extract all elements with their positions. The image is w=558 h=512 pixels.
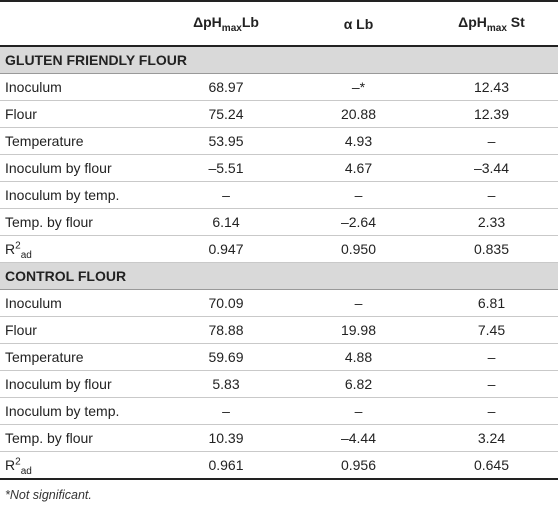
value-alpha-lb: 0.950	[292, 236, 425, 263]
value-alpha-lb: –	[292, 182, 425, 209]
row-label-r2: $R^2_{ad}$	[0, 452, 160, 480]
table-row	[0, 398, 558, 425]
value-dph-lb: 6.14	[160, 209, 292, 236]
value-alpha-lb: –	[292, 290, 425, 317]
value-alpha-lb: 19.98	[292, 317, 425, 344]
value-dph-st: –3.44	[425, 155, 558, 182]
value-dph-lb: 10.39	[160, 425, 292, 452]
section-header	[0, 263, 558, 290]
value-alpha-lb: 4.93	[292, 128, 425, 155]
row-label: Inoculum by temp.	[0, 182, 160, 209]
header-dph-lb: ΔpH$_{max}$Lb	[160, 1, 292, 46]
row-label: Temp. by flour	[0, 209, 160, 236]
table-body	[0, 46, 558, 479]
table-row	[0, 290, 558, 317]
value-dph-lb: 78.88	[160, 317, 292, 344]
row-label: Flour	[0, 317, 160, 344]
row-label: Inoculum	[0, 290, 160, 317]
value-dph-st: 3.24	[425, 425, 558, 452]
value-dph-lb: 70.09	[160, 290, 292, 317]
row-label-r2: $R^2_{ad}$	[0, 236, 160, 263]
header-empty	[0, 1, 160, 46]
value-alpha-lb: 6.82	[292, 371, 425, 398]
footnote: *Not significant.	[5, 488, 92, 502]
value-dph-lb: 68.97	[160, 74, 292, 101]
value-dph-lb: 0.947	[160, 236, 292, 263]
table-row	[0, 317, 558, 344]
value-dph-st: –	[425, 128, 558, 155]
table-row	[0, 128, 558, 155]
section-title: GLUTEN FRIENDLY FLOUR	[0, 46, 558, 74]
value-dph-st: 7.45	[425, 317, 558, 344]
table-row	[0, 344, 558, 371]
value-dph-lb: 0.961	[160, 452, 292, 480]
table-row	[0, 209, 558, 236]
value-dph-lb: 75.24	[160, 101, 292, 128]
row-label: Flour	[0, 101, 160, 128]
value-alpha-lb: 4.67	[292, 155, 425, 182]
value-dph-lb: 59.69	[160, 344, 292, 371]
value-alpha-lb: 4.88	[292, 344, 425, 371]
value-dph-st: 6.81	[425, 290, 558, 317]
table-row	[0, 425, 558, 452]
row-label: Inoculum by flour	[0, 155, 160, 182]
header-dph-st: ΔpH$_{max}$ St	[425, 1, 558, 46]
value-alpha-lb: –*	[292, 74, 425, 101]
row-label: Inoculum	[0, 74, 160, 101]
table-row-r2	[0, 452, 558, 480]
table-row	[0, 101, 558, 128]
row-label: Temperature	[0, 344, 160, 371]
table-row	[0, 182, 558, 209]
value-dph-st: –	[425, 371, 558, 398]
value-alpha-lb: –4.44	[292, 425, 425, 452]
value-alpha-lb: 20.88	[292, 101, 425, 128]
table-row	[0, 371, 558, 398]
value-dph-lb: 5.83	[160, 371, 292, 398]
value-dph-lb: 53.95	[160, 128, 292, 155]
section-header	[0, 46, 558, 74]
value-alpha-lb: –	[292, 398, 425, 425]
section-title: CONTROL FLOUR	[0, 263, 558, 290]
value-alpha-lb: –2.64	[292, 209, 425, 236]
table-row	[0, 155, 558, 182]
value-dph-lb: –	[160, 398, 292, 425]
value-dph-st: 0.645	[425, 452, 558, 480]
row-label: Inoculum by flour	[0, 371, 160, 398]
table-row-r2	[0, 236, 558, 263]
value-alpha-lb: 0.956	[292, 452, 425, 480]
value-dph-st: 12.39	[425, 101, 558, 128]
row-label: Temperature	[0, 128, 160, 155]
row-label: Inoculum by temp.	[0, 398, 160, 425]
table-row	[0, 74, 558, 101]
value-dph-st: 0.835	[425, 236, 558, 263]
row-label: Temp. by flour	[0, 425, 160, 452]
header-alpha-lb: α Lb	[292, 1, 425, 46]
value-dph-lb: –	[160, 182, 292, 209]
value-dph-st: –	[425, 398, 558, 425]
table-header	[0, 1, 558, 46]
value-dph-st: –	[425, 344, 558, 371]
value-dph-lb: –5.51	[160, 155, 292, 182]
value-dph-st: 12.43	[425, 74, 558, 101]
value-dph-st: 2.33	[425, 209, 558, 236]
value-dph-st: –	[425, 182, 558, 209]
